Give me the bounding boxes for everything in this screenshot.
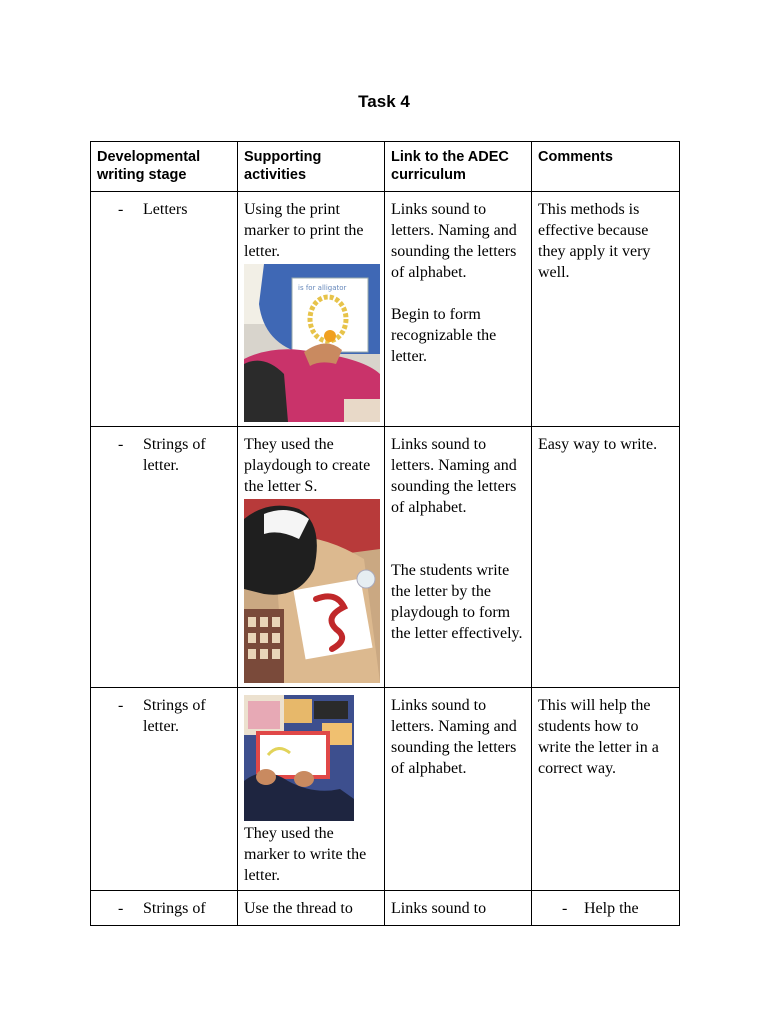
comment-cell: Easy way to write. [532,427,680,688]
comment-cell: This methods is effective because they apply it very well. [532,192,680,427]
page-title: Task 4 [358,92,410,111]
stage-cell [91,891,238,926]
stage-dash: - [118,697,124,714]
link-text: Links sound to letters. Naming and sounding the letters of alphabet. [391,201,517,281]
activity-text: They used the playdough to create the letter S. [244,436,371,495]
activity-text: Using the print marker to print the letter. [244,201,364,260]
header-stage: Developmental writing stage [91,142,238,192]
stage-dash: - [118,900,124,917]
photo-marker-board [244,695,354,821]
table-row [91,891,680,926]
photo-caption: is for alligator [298,284,347,292]
photo-letter-worksheet [244,264,380,422]
table-row [91,192,680,427]
table-header-row [91,142,680,192]
stage-text: Strings of [143,900,206,917]
link-cell [385,192,532,427]
stage-text: Strings of letter. [143,697,206,735]
activity-text: They used the marker to write the letter. [244,825,367,884]
comment-cell: This will help the students how to write the letter in a correct way. [532,688,680,891]
activity-cell: Use the thread to [238,891,385,926]
stage-dash: - [118,201,124,218]
header-activities: Supporting activities [238,142,385,192]
comment-cell [532,891,680,926]
table-row [91,688,680,891]
activity-cell [238,688,385,891]
activity-cell [238,192,385,427]
stage-text: Strings of letter. [143,436,206,474]
stage-text: Letters [143,201,188,218]
table-row [91,427,680,688]
link-text: Links sound to letters. Naming and sounding the letters of alphabet. [391,697,517,777]
link-cell [385,688,532,891]
header-link: Link to the ADEC curriculum [385,142,532,192]
link-cell: Links sound to [385,891,532,926]
header-comments: Comments [532,142,680,192]
activity-cell [238,427,385,688]
comment-text: Help the [584,900,639,917]
link-text: Links sound to letters. Naming and sounding the letters of alphabet. [391,436,517,516]
stage-cell [91,427,238,688]
link-text-2: The students write the letter by the playdough to form the letter effectively. [391,562,523,642]
comment-dash: - [562,900,568,917]
stage-dash: - [118,436,124,453]
link-cell [385,427,532,688]
stage-cell [91,688,238,891]
link-text-2: Begin to form recognizable the letter. [391,306,497,365]
photo-playdough-letter [244,499,380,683]
stage-cell [91,192,238,427]
writing-stages-table [90,141,680,926]
